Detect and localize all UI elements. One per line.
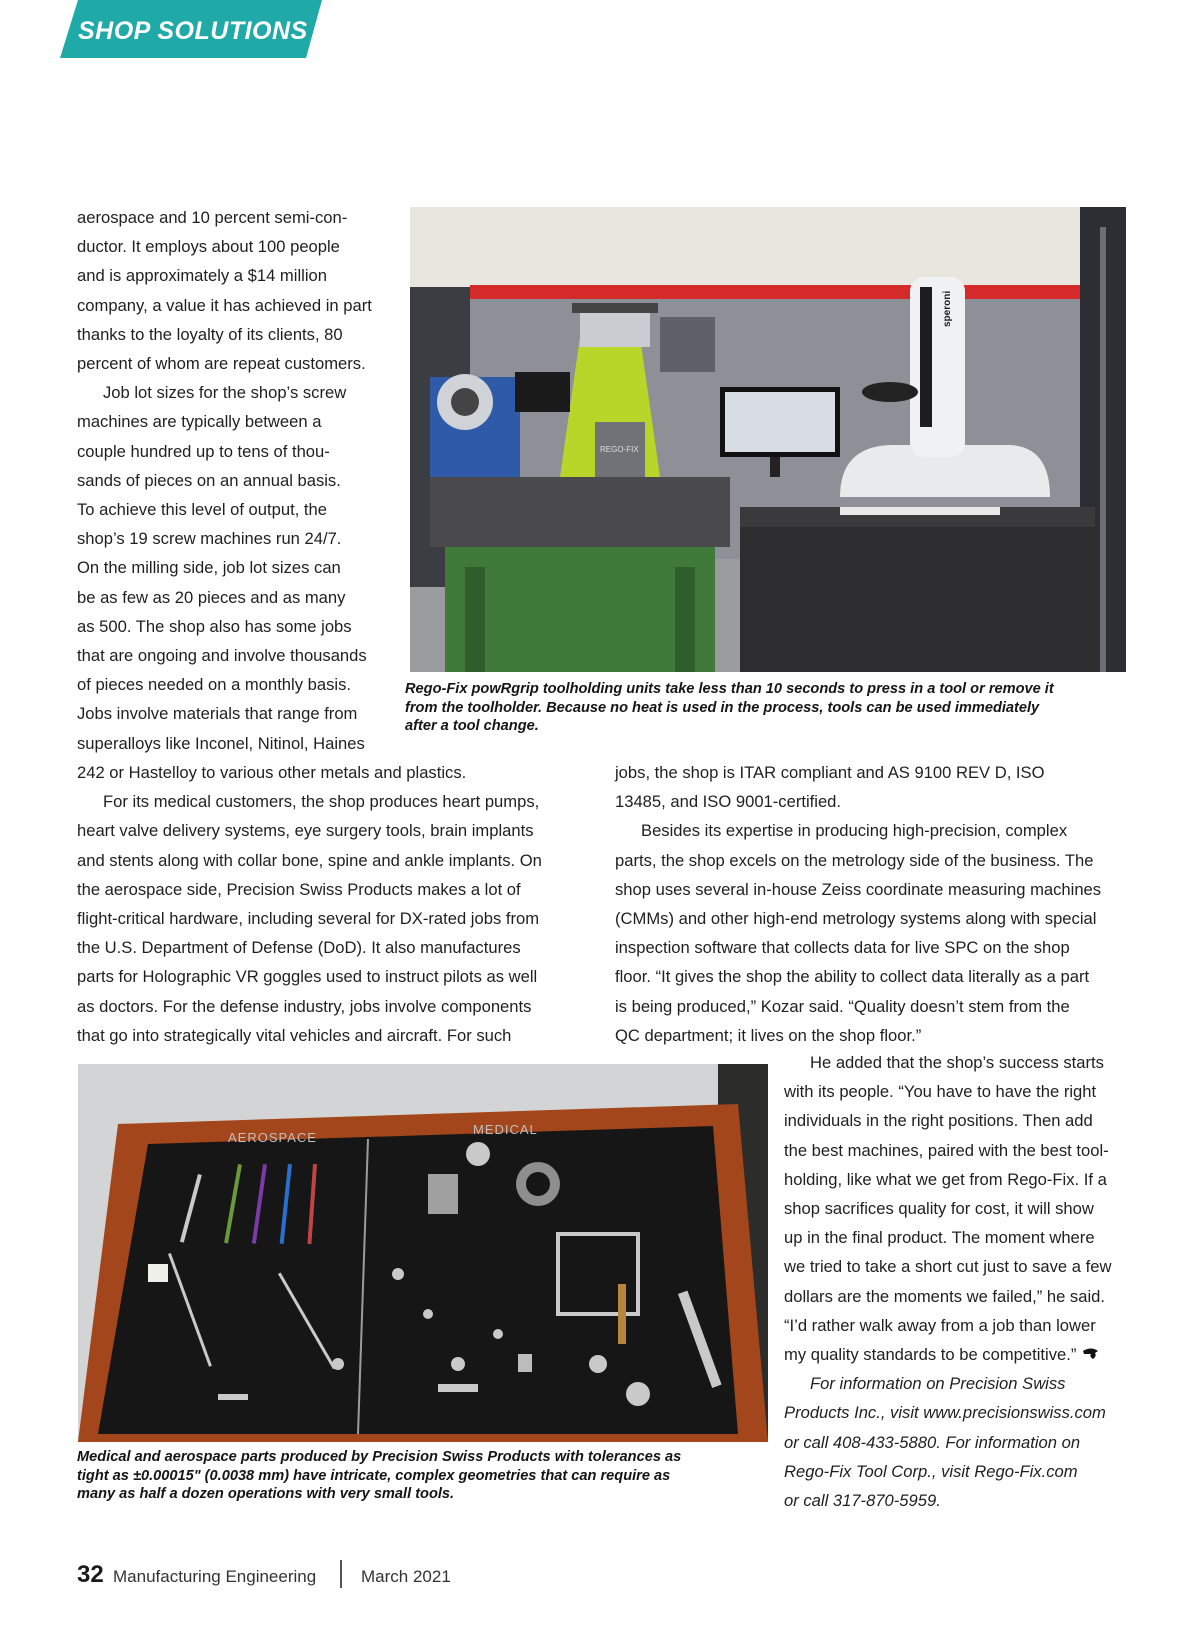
text-line: 13485, and ISO 9001-certified. bbox=[615, 792, 842, 812]
right-column-bottom bbox=[784, 1048, 1144, 1515]
text-line: aerospace and 10 percent semi-con- bbox=[77, 208, 348, 227]
section-title: SHOP SOLUTIONS bbox=[78, 17, 308, 45]
text-line: the best machines, paired with the best tool- bbox=[784, 1140, 1109, 1160]
text-line: shop uses several in-house Zeiss coordinate measuring machines bbox=[615, 879, 1102, 899]
text-line: is being produced,” Kozar said. “Quality doesn’t stem from the bbox=[615, 996, 1070, 1016]
text-line: QC department; it lives on the shop floor.” bbox=[615, 1025, 922, 1045]
text-line: that go into strategically vital vehicles and aircraft. For such bbox=[77, 1025, 512, 1045]
text-line: and is approximately a $14 million bbox=[77, 266, 327, 286]
text-line: dollars are the moments we failed,” he said. bbox=[784, 1286, 1105, 1306]
text-line: heart valve delivery systems, eye surgery tools, brain implants bbox=[77, 821, 534, 841]
text-line: my quality standards to be competitive.” bbox=[784, 1345, 1077, 1365]
text-line: floor. “It gives the shop the ability to collect data literally as a part bbox=[615, 967, 1090, 987]
text-line: individuals in the right positions. Then add bbox=[784, 1111, 1093, 1131]
text-line: jobs, the shop is ITAR compliant and AS 9100 REV D, ISO bbox=[615, 763, 1045, 782]
footer-divider bbox=[340, 1560, 342, 1588]
speroni-brand: speroni bbox=[942, 290, 953, 327]
text-line: “I’d rather walk away from a job than lower bbox=[784, 1315, 1096, 1335]
text-line: Rego-Fix Tool Corp., visit Rego-Fix.com bbox=[784, 1461, 1078, 1481]
text-line: parts for Holographic VR goggles used to instruct pilots as well bbox=[77, 967, 538, 987]
text-line: shop’s 19 screw machines run 24/7. bbox=[77, 529, 342, 549]
parts-display-photo-caption bbox=[77, 1448, 777, 1504]
issue-date: March 2021 bbox=[361, 1567, 451, 1586]
page-number: 32 bbox=[77, 1561, 104, 1588]
text-line: holding, like what we get from Rego-Fix. If a bbox=[784, 1169, 1107, 1189]
caption-line: many as half a dozen operations with very small tools. bbox=[77, 1486, 455, 1502]
text-line: the aerospace side, Precision Swiss Products makes a lot of bbox=[77, 879, 521, 899]
text-line: Job lot sizes for the shop’s screw bbox=[103, 383, 347, 403]
text-line: the U.S. Department of Defense (DoD). It also manufactures bbox=[77, 938, 521, 958]
text-line: Products Inc., visit www.precisionswiss.com bbox=[784, 1403, 1106, 1423]
text-line: For its medical customers, the shop produces heart pumps, bbox=[103, 792, 540, 812]
text-line: sands of pieces on an annual basis. bbox=[77, 470, 341, 490]
text-line: up in the final product. The moment where bbox=[784, 1228, 1095, 1248]
text-line: as doctors. For the defense industry, jobs involve components bbox=[77, 996, 532, 1016]
text-line: 242 or Hastelloy to various other metals and plastics. bbox=[77, 763, 467, 782]
caption-line: after a tool change. bbox=[405, 718, 539, 734]
left-column-top bbox=[77, 203, 397, 758]
medical-label: MEDICAL bbox=[473, 1122, 538, 1137]
caption-line: Rego-Fix powRgrip toolholding units take less than 10 seconds to press in a tool or remove it bbox=[405, 681, 1054, 697]
text-line: ductor. It employs about 100 people bbox=[77, 237, 340, 257]
right-column-middle bbox=[615, 758, 1135, 1050]
caption-line: from the toolholder. Because no heat is used in the process, tools can be used immediately bbox=[405, 699, 1040, 716]
text-line: that are ongoing and involve thousands bbox=[77, 646, 367, 666]
left-column-middle bbox=[77, 758, 597, 1050]
text-line: To achieve this level of output, the bbox=[77, 500, 327, 520]
text-line: or call 317-870-5959. bbox=[784, 1491, 941, 1511]
rego-fix-brand: REGO-FIX bbox=[600, 445, 639, 454]
text-line: and stents along with collar bone, spine and ankle implants. On bbox=[77, 850, 542, 870]
text-line: Jobs involve materials that range from bbox=[77, 704, 358, 724]
text-line: flight-critical hardware, including several for DX-rated jobs from bbox=[77, 909, 540, 929]
text-line: inspection software that collects data for live SPC on the shop bbox=[615, 938, 1070, 958]
text-line: On the milling side, job lot sizes can bbox=[77, 558, 341, 578]
text-line: or call 408-433-5880. For information on bbox=[784, 1432, 1081, 1452]
text-line: machines are typically between a bbox=[77, 412, 322, 432]
text-line: Besides its expertise in producing high-precision, complex bbox=[641, 821, 1068, 841]
text-line: we tried to take a short cut just to save a few bbox=[784, 1257, 1112, 1277]
equipment-photo-caption bbox=[405, 680, 1125, 736]
text-line: as 500. The shop also has some jobs bbox=[77, 616, 352, 636]
text-line: percent of whom are repeat customers. bbox=[77, 354, 366, 374]
aerospace-label: AEROSPACE bbox=[228, 1130, 317, 1145]
caption-line: tight as ±0.00015" (0.0038 mm) have intricate, complex geometries that can require as bbox=[77, 1467, 671, 1484]
text-line: be as few as 20 pieces and as many bbox=[77, 587, 346, 607]
text-line: He added that the shop’s success starts bbox=[810, 1053, 1104, 1072]
text-line: superalloys like Inconel, Nitinol, Haines bbox=[77, 733, 365, 753]
equipment-photo bbox=[410, 207, 1126, 672]
text-line: For information on Precision Swiss bbox=[810, 1374, 1066, 1394]
text-line: shop sacrifices quality for cost, it will show bbox=[784, 1199, 1094, 1219]
text-line: couple hundred up to tens of thou- bbox=[77, 441, 330, 461]
text-line: (CMMs) and other high-end metrology systems along with special bbox=[615, 909, 1097, 929]
parts-display-photo bbox=[78, 1064, 768, 1442]
caption-line: Medical and aerospace parts produced by Precision Swiss Products with tolerances as bbox=[77, 1449, 682, 1465]
text-line: parts, the shop excels on the metrology side of the business. The bbox=[615, 850, 1094, 870]
text-line: company, a value it has achieved in part bbox=[77, 295, 372, 315]
end-of-article-icon bbox=[1081, 1347, 1101, 1361]
text-line: with its people. “You have to have the right bbox=[784, 1082, 1097, 1102]
text-line: of pieces needed on a monthly basis. bbox=[77, 675, 351, 695]
text-line-end bbox=[784, 1340, 1144, 1369]
magazine-title: Manufacturing Engineering bbox=[113, 1567, 317, 1586]
text-line: thanks to the loyalty of its clients, 80 bbox=[77, 324, 343, 344]
